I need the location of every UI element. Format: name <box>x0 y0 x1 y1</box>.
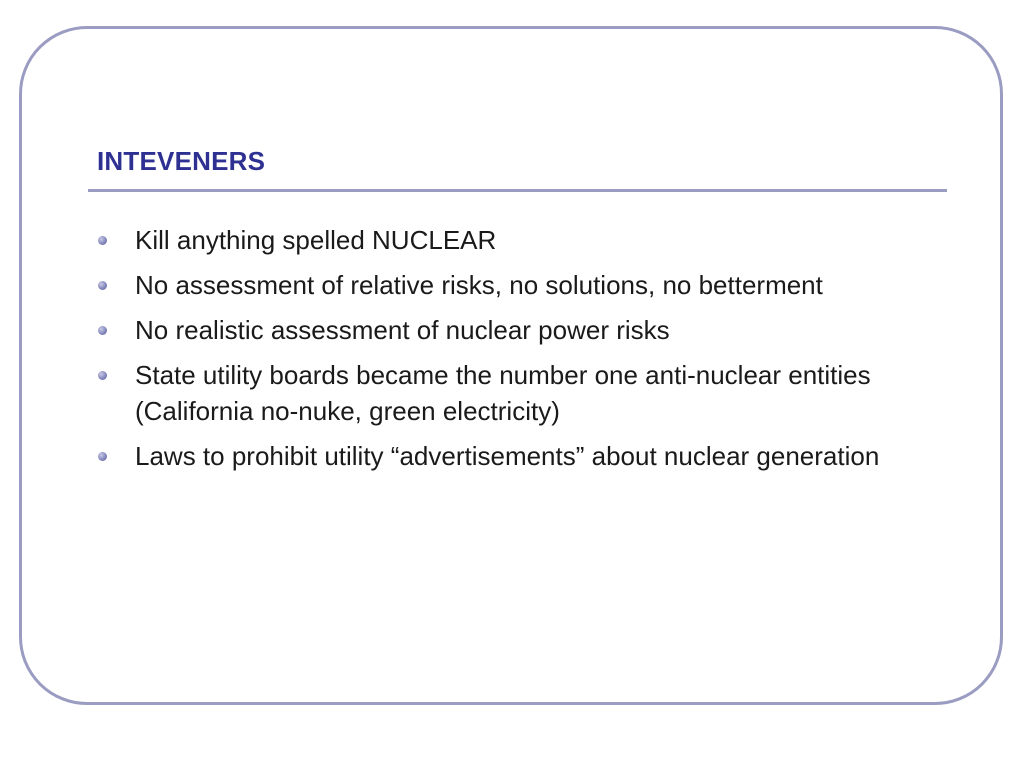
bullet-text: No realistic assessment of nuclear power risks <box>135 315 670 345</box>
bullet-item <box>96 312 926 348</box>
bullet-dot-icon <box>98 452 107 461</box>
bullet-dot-icon <box>98 326 107 335</box>
bullet-text: Laws to prohibit utility “advertisements” about nuclear generation <box>135 441 880 471</box>
bullet-text: No assessment of relative risks, no solutions, no betterment <box>135 270 823 300</box>
bullet-list <box>96 222 926 483</box>
bullet-item <box>96 267 926 303</box>
bullet-item <box>96 222 926 258</box>
bullet-text: Kill anything spelled NUCLEAR <box>135 225 497 255</box>
bullet-dot-icon <box>98 281 107 290</box>
bullet-dot-icon <box>98 236 107 245</box>
bullet-item <box>96 438 926 474</box>
bullet-dot-icon <box>98 371 107 380</box>
title-divider <box>88 189 947 192</box>
bullet-text: State utility boards became the number one anti-nuclear entities (California no-nuke, green electricity) <box>135 360 871 426</box>
slide-title: INTEVENERS <box>97 146 266 176</box>
bullet-item <box>96 357 926 429</box>
